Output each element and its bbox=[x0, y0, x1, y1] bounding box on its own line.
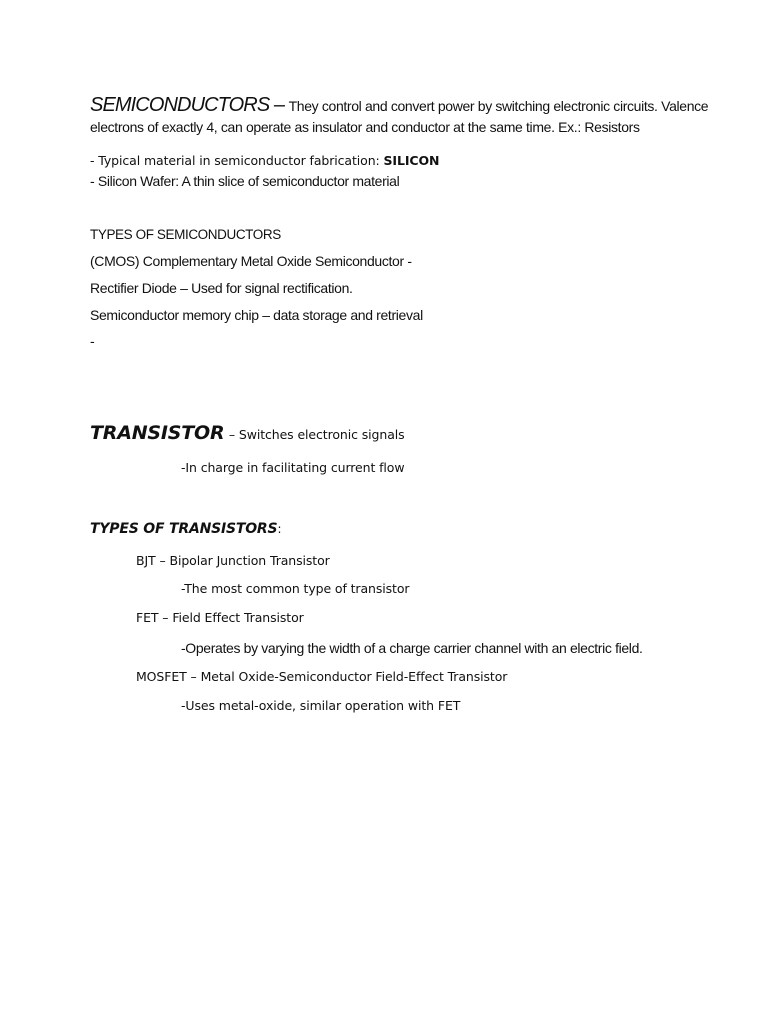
transistor-sub: -In charge in facilitating current flow bbox=[181, 460, 405, 475]
transistor-paragraph bbox=[90, 423, 405, 445]
semiconductors-desc-line1: They control and convert power by switching electronic circuits. Valence bbox=[288, 98, 709, 114]
transistor-type-name: BJT – Bipolar Junction Transistor bbox=[136, 553, 330, 568]
semiconductor-type-item: - bbox=[90, 333, 95, 349]
transistor-type-name: FET – Field Effect Transistor bbox=[136, 610, 304, 625]
semiconductors-paragraph bbox=[90, 94, 708, 117]
transistor-type-note: -The most common type of transistor bbox=[181, 581, 410, 596]
transistor-type-note: -Uses metal-oxide, similar operation with FET bbox=[181, 698, 461, 713]
wafer-line: - Silicon Wafer: A thin slice of semiconductor material bbox=[90, 173, 400, 189]
types-of-transistors-colon: : bbox=[277, 521, 282, 536]
transistor-type-note: -Operates by varying the width of a charge carrier channel with an electric field. bbox=[181, 640, 643, 656]
semiconductors-desc-line2: electrons of exactly 4, can operate as insulator and conductor at the same time. Ex.: Resistors bbox=[90, 119, 640, 135]
material-value: SILICON bbox=[383, 153, 440, 168]
transistor-title: TRANSISTOR bbox=[90, 422, 225, 444]
types-of-transistors-heading: TYPES OF TRANSISTORS bbox=[90, 521, 278, 537]
types-of-semiconductors-heading: TYPES OF SEMICONDUCTORS bbox=[90, 227, 281, 242]
semiconductor-type-item: Semiconductor memory chip – data storage and retrieval bbox=[90, 307, 423, 323]
semiconductors-title: SEMICONDUCTORS – bbox=[90, 94, 285, 116]
material-prefix: - Typical material in semiconductor fabrication: bbox=[90, 153, 384, 168]
types-of-transistors-heading-line bbox=[90, 520, 282, 538]
transistor-type-name: MOSFET – Metal Oxide-Semiconductor Field-Effect Transistor bbox=[136, 669, 508, 684]
material-line bbox=[90, 154, 439, 168]
semiconductor-type-item: Rectifier Diode – Used for signal rectification. bbox=[90, 280, 353, 296]
transistor-desc: – Switches electronic signals bbox=[228, 427, 405, 442]
semiconductor-type-item: (CMOS) Complementary Metal Oxide Semiconductor - bbox=[90, 253, 412, 269]
